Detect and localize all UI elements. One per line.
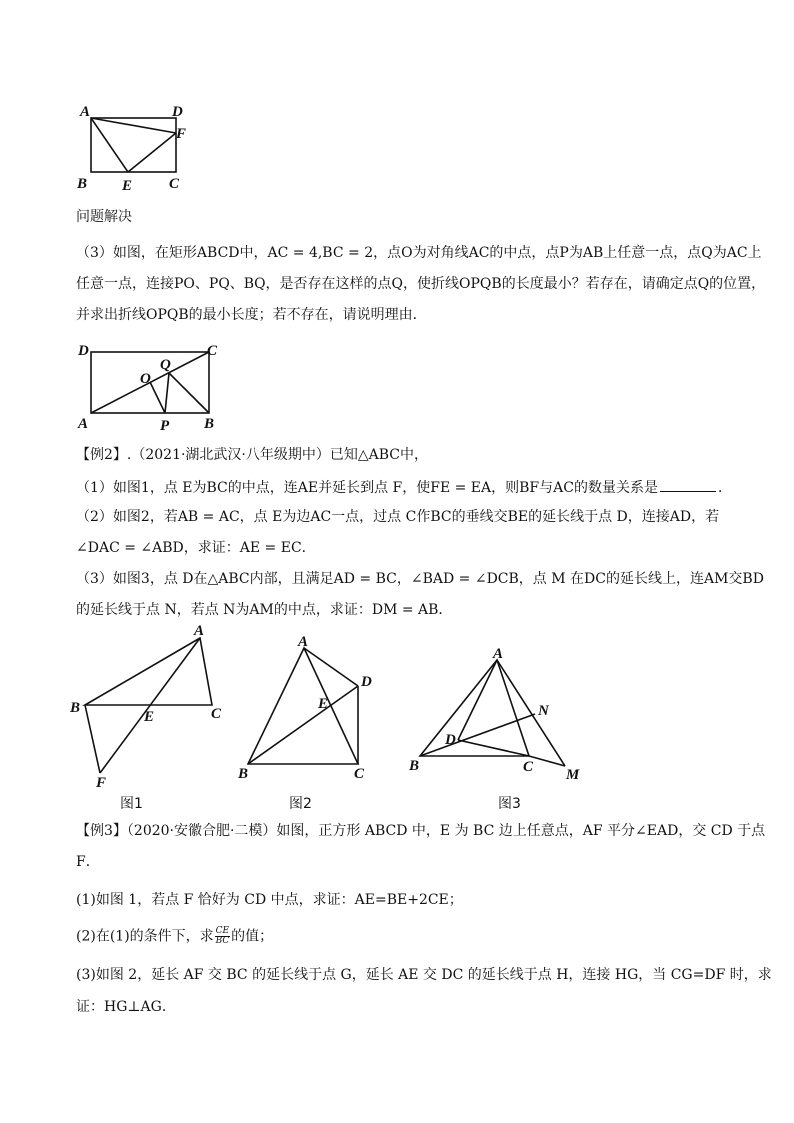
example3-q2-text: (2)在(1)的条件下，求 [76,928,214,945]
label-c: C [211,706,222,722]
segment-qb [169,373,209,413]
segment-bd [248,686,358,764]
segment-ef [128,133,176,172]
segment-am [497,660,565,766]
label-e: E [122,178,133,194]
caption-tu1: 图1 [120,796,143,812]
label-n: N [538,703,549,719]
label-q: Q [160,357,171,373]
problem3-line2: 任意一点，连接PO、PQ、BQ，是否存在这样的点Q，使折线OPQB的长度最小？若存在，请确定点Q的位置， [76,276,766,292]
example2-q3-line1: （3）如图3，点 D在△ABC内部，且满足AD = BC，∠BAD = ∠DCB，点 M 在DC的延长线上，连AM交BD [76,571,764,587]
segment-bf [85,705,100,773]
example2-q3-line2: 的延长线于点 N，若点 N为AM的中点，求证：DM = AB． [76,602,453,618]
label-e: E [318,696,329,712]
label-d: D [445,732,456,748]
example3-q3-line2: 证：HG⊥AG． [76,999,176,1015]
example3-header: 【例3】（2020·安徽合肥·二模）如图，正方形 ABCD 中，E 为 BC 边上任意点，AF 平分∠EAD，交 CD 于点 [76,823,766,839]
segment-ae [91,118,128,172]
segment-dc [458,740,529,756]
figure-tu1 [60,620,240,791]
example2-q1-end: ． [717,480,732,496]
caption-tu3: 图3 [498,796,521,812]
label-a: A [194,623,205,639]
label-d: D [78,343,89,359]
label-c: C [523,759,534,775]
example3-q2 [76,927,736,946]
fraction-numerator: CE [215,926,230,936]
fraction-ce-bc [215,927,230,946]
segment-pq [165,373,169,413]
label-b: B [77,176,88,192]
problem3-line3: 并求出折线OPQB的最小长度；若不存在，请说明理由． [76,307,427,323]
example2-header: 【例2】.（2021·湖北武汉·八年级期中）已知△ABC中， [76,447,429,463]
label-d: D [361,674,372,690]
label-b: B [204,416,215,432]
label-e: E [144,709,155,725]
label-f: F [96,775,107,791]
label-a: A [80,104,91,120]
label-c: C [354,766,365,782]
example2-q1-text: （1）如图1，点 E为BC的中点，连AE并延长到点 F，使FE = EA，则BF与AC的数量关系是 [76,480,658,496]
triangle-abc [420,660,529,756]
label-p: P [160,418,170,434]
example2-q2-line2: ∠DAC = ∠ABD，求证：AE = EC． [76,540,316,556]
label-o: O [140,371,151,387]
label-f: F [176,126,187,142]
example3-q3-line1: (3)如图 2，延长 AF 交 BC 的延长线于点 G，延长 AE 交 DC 的延长线于点 H，连接 HG，当 CG=DF 时，求 [76,967,772,983]
figure-tu3 [405,642,595,782]
figure-rectangle-opq [70,335,230,435]
label-a: A [78,416,89,432]
answer-blank [660,477,716,492]
caption-tu2: 图2 [289,796,312,812]
figure-rectangle-aef [70,100,200,195]
example3-q1: (1)如图 1，若点 F 恰好为 CD 中点，求证：AE=BE+2CE； [76,892,463,908]
example3-q2-end: 的值； [231,928,274,945]
label-c: C [169,176,180,192]
problem3-line1: （3）如图，在矩形ABCD中，AC = 4,BC = 2，点O为对角线AC的中点，点P为AB上任意一点，点Q为AC上 [76,245,762,261]
label-c: C [207,343,218,359]
example3-header-cont: F． [76,854,100,870]
label-a: A [298,634,309,650]
segment-ad [458,660,497,740]
label-b: B [70,700,81,716]
label-b: B [238,766,249,782]
example2-q1 [76,477,736,497]
label-b: B [409,758,420,774]
fraction-denominator: BC [215,936,230,946]
label-d: D [172,104,183,120]
label-m: M [566,767,580,783]
segment-af [91,118,176,133]
triangle-abc [248,648,358,764]
figure-tu2 [232,630,392,785]
segment-op [150,382,165,413]
example2-q2-line1: （2）如图2，若AB = AC，点 E为边AC一点，过点 C作BC的垂线交BE的延长线于点 D，连接AD，若 [76,509,720,525]
section-title: 问题解决 [76,209,132,225]
label-a: A [493,646,504,662]
